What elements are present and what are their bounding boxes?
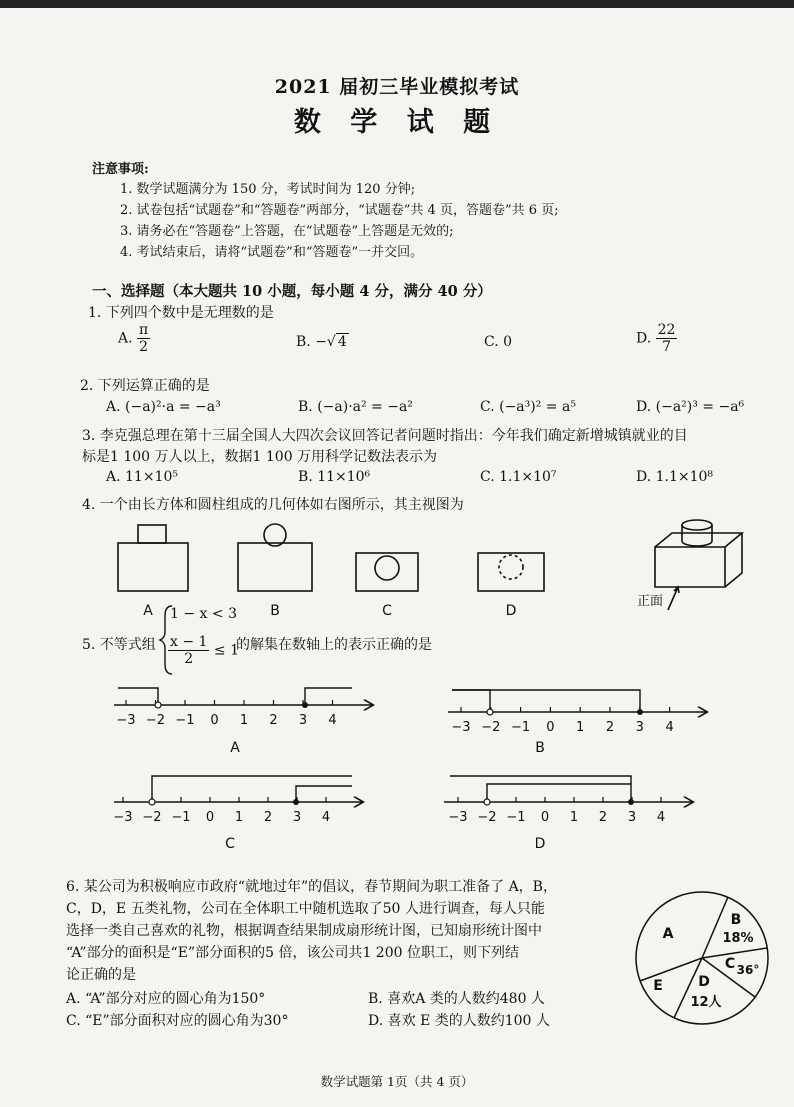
q6-pie-divider-ab — [702, 897, 728, 958]
q5-b-open-dot — [487, 709, 493, 715]
q5-d-tick-label: 0 — [540, 810, 550, 825]
q4-d-box — [478, 553, 544, 591]
q1-option-d: D. $\frac{22}{7}$ — [636, 322, 676, 355]
q6-option-b: B. 喜欢A 类的人数约480 人 — [368, 991, 545, 1007]
q5-a-tick-label: 1 — [239, 713, 249, 728]
q2-option-b: B. (−a)·a² = −a² — [298, 399, 413, 415]
q5-d-tick-label: −3 — [448, 810, 468, 825]
q5-d-tick-label: 1 — [569, 810, 579, 825]
q5-d-tick-label: 2 — [598, 810, 608, 825]
q5-c-tick-label: 3 — [292, 810, 302, 825]
q5-label-d: D — [534, 836, 546, 852]
question-5-prefix: 5. 不等式组 — [82, 637, 156, 653]
q1-a-denominator: 2 — [139, 339, 149, 355]
q1-d-denominator: 7 — [662, 339, 672, 355]
q5-b-tick-label: −2 — [481, 720, 501, 735]
q6-pie-value-b: 18% — [722, 931, 754, 946]
q5-a-right-ray — [305, 688, 352, 705]
q5-d-tick-label: −2 — [477, 810, 497, 825]
q5-ineq2-denominator: 2 — [184, 651, 194, 667]
q4-cylinder-bottom — [682, 541, 712, 546]
q5-a-closed-dot — [302, 702, 308, 708]
q1-d-numerator: 22 — [657, 322, 676, 338]
question-6-line: 选择一类自己喜欢的礼物，根据调查结果制成扇形统计图，已知扇形统计图中 — [66, 923, 542, 939]
q5-b-tick-label: 4 — [665, 720, 674, 735]
question-3-line2: 标是1 100 万人以上，数据1 100 万用科学记数法表示为 — [82, 449, 438, 465]
q6-pie-label-d: D — [698, 974, 710, 990]
q2-option-d: D. (−a²)³ = −a⁶ — [636, 399, 745, 415]
q4-front-label: 正面 — [636, 594, 664, 609]
q4-front-arrow — [668, 587, 678, 610]
q3-option-a: A. 11×10⁵ — [106, 469, 178, 485]
q4-figures — [0, 515, 794, 620]
q5-d-tick-label: 4 — [656, 810, 666, 825]
q5-d-closed-dot — [628, 799, 634, 805]
q6-pie-label-e: E — [653, 978, 663, 994]
q5-inequality-1: 1 − x < 3 — [170, 606, 237, 622]
notes-heading: 注意事项: — [92, 162, 149, 177]
q3-option-b: B. 11×10⁶ — [298, 469, 371, 485]
q5-label-c: C — [225, 836, 235, 852]
exam-title: 2021 届初三毕业模拟考试 — [274, 76, 520, 98]
q4-b-box — [238, 543, 312, 591]
q5-c-right-ray — [296, 786, 352, 802]
q5-b-left-ray — [452, 690, 490, 712]
page-footer: 数学试题第 1页（共 4 页） — [320, 1074, 474, 1089]
q5-label-a: A — [230, 740, 240, 756]
q5-a-left-ray — [118, 688, 158, 705]
q5-b-tick-label: 2 — [605, 720, 615, 735]
question-1-stem: 1. 下列四个数中是无理数的是 — [88, 305, 274, 321]
q6-option-a: A. “A”部分对应的圆心角为150° — [66, 991, 266, 1007]
question-6-line: 6. 某公司为积极响应市政府“就地过年”的倡议，春节期间为职工准备了 A，B， — [66, 879, 557, 895]
q6-pie-label-b: B — [730, 912, 742, 928]
note-item: 1. 数学试题满分为 150 分，考试时间为 120 分钟; — [120, 182, 416, 197]
question-2-stem: 2. 下列运算正确的是 — [80, 378, 210, 394]
q5-a-tick-label: −3 — [116, 713, 136, 728]
top-border — [0, 0, 794, 8]
q5-b-tick-label: −1 — [511, 720, 531, 735]
q1-option-c: C. 0 — [484, 334, 513, 350]
q6-pie-value-d: 12人 — [690, 995, 722, 1010]
q5-c-tick-label: −2 — [142, 810, 162, 825]
q5-inequality-2: $\frac{x - 1}{2}$ ≤ 1 — [170, 634, 239, 667]
q5-c-open-dot — [149, 799, 155, 805]
q4-solid-top — [655, 533, 742, 547]
q4-label-d: D — [505, 603, 517, 619]
q5-a-tick-label: 2 — [269, 713, 278, 728]
q2-option-a: A. (−a)²·a = −a³ — [106, 399, 221, 415]
q5-d-upper — [450, 776, 631, 784]
q4-solid-side — [725, 533, 742, 587]
q5-a-tick-label: −2 — [145, 713, 166, 728]
q2-option-c: C. (−a³)² = a⁵ — [480, 399, 576, 415]
exam-subject-title: 数 学 试 题 — [293, 107, 501, 138]
q1-a-numerator: π — [139, 322, 149, 338]
note-item: 3. 请务必在“答题卷”上答题，在“试题卷”上答题是无效的; — [120, 224, 454, 239]
question-6-line: “A”部分的面积是“E”部分面积的5 倍，该公司共1 200 位职工，则下列结 — [66, 945, 519, 961]
q5-d-tick-label: 3 — [627, 810, 637, 825]
q4-label-b: B — [270, 603, 280, 619]
question-5-suffix: 的解集在数轴上的表示正确的是 — [236, 637, 432, 653]
q4-c-circle — [375, 556, 399, 580]
q4-cylinder-top — [682, 520, 712, 530]
question-6-line: C，D，E 五类礼物，公司在全体职工中随机选取了50 人进行调查，每人只能 — [66, 901, 545, 917]
q4-label-c: C — [382, 603, 392, 619]
question-6-line: 论正确的是 — [66, 967, 136, 983]
q5-c-tick-label: 2 — [263, 810, 273, 825]
section-title: 一、选择题（本大题共 10 小题，每小题 4 分，满分 40 分） — [92, 283, 492, 300]
q5-d-segment — [487, 784, 631, 802]
q3-option-d: D. 1.1×10⁸ — [636, 469, 714, 485]
q3-option-c: C. 1.1×10⁷ — [480, 469, 557, 485]
q5-c-tick-label: −1 — [171, 810, 191, 825]
q5-b-tick-label: 3 — [635, 720, 644, 735]
q5-d-tick-label: −1 — [506, 810, 526, 825]
q5-c-tick-label: 4 — [321, 810, 331, 825]
q5-a-open-dot — [155, 702, 161, 708]
q5-a-tick-label: 3 — [298, 713, 308, 728]
q4-label-a: A — [143, 603, 153, 619]
q6-option-c: C. “E”部分面积对应的圆心角为30° — [66, 1013, 289, 1029]
q6-pie-chart — [626, 886, 786, 1036]
q6-pie-label-a: A — [662, 926, 674, 942]
question-4-stem: 4. 一个由长方体和圆柱组成的几何体如右图所示，其主视图为 — [82, 497, 464, 513]
q1-b-radicand: 4 — [337, 334, 347, 350]
q4-solid-front — [655, 547, 725, 587]
q5-c-left-ray — [152, 776, 352, 802]
note-item: 4. 考试结束后，请将“试题卷”和“答题卷”一并交回。 — [120, 245, 424, 260]
q5-b-tick-label: 0 — [546, 720, 555, 735]
q1-option-b: B. −√ 4 — [296, 334, 347, 350]
q1-option-a: A. $\frac{\pi}{2}$ — [118, 322, 149, 355]
q5-a-tick-label: 4 — [328, 713, 337, 728]
q4-a-top — [138, 525, 166, 543]
q5-c-closed-dot — [293, 799, 299, 805]
q5-c-tick-label: 0 — [205, 810, 215, 825]
q4-d-dashed-circle — [499, 555, 523, 579]
q5-label-b: B — [535, 740, 545, 756]
q5-c-tick-label: 1 — [234, 810, 244, 825]
question-3-line1: 3. 李克强总理在第十三届全国人大四次会议回答记者问题时指出：今年我们确定新增城镇就业的目 — [82, 428, 688, 444]
q5-number-lines — [0, 672, 794, 862]
q5-a-tick-label: 0 — [210, 713, 219, 728]
q5-d-open-dot — [484, 799, 490, 805]
q5-b-closed-dot — [637, 709, 643, 715]
q5-b-span — [452, 690, 640, 712]
q5-ineq2-numerator: x − 1 — [170, 634, 208, 650]
q4-c-box — [356, 553, 418, 591]
q5-b-tick-label: 1 — [576, 720, 585, 735]
q6-pie-value-c: 36° — [736, 963, 760, 977]
q5-c-tick-label: −3 — [113, 810, 133, 825]
q6-pie-label-c: C — [724, 956, 736, 972]
q5-b-tick-label: −3 — [451, 720, 471, 735]
note-item: 2. 试卷包括“试题卷”和“答题卷”两部分，“试题卷”共 4 页，答题卷”共 6 页; — [120, 203, 559, 218]
q4-a-box — [118, 543, 188, 591]
q6-option-d: D. 喜欢 E 类的人数约100 人 — [368, 1013, 550, 1029]
q5-a-tick-label: −1 — [175, 713, 195, 728]
